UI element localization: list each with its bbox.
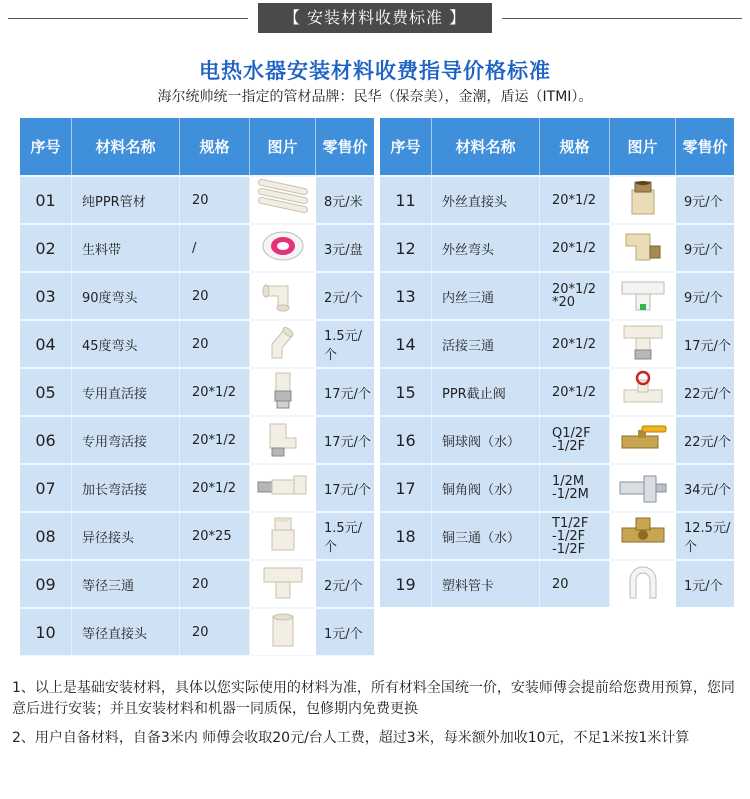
spec-lines <box>192 482 236 495</box>
ptfe-tape-icon <box>254 226 312 270</box>
elbow-union-icon <box>254 418 312 462</box>
header-price: 零售价 <box>682 138 728 156</box>
spec-lines <box>192 242 196 255</box>
spec-lines <box>552 578 569 591</box>
cell-price: 1元/个 <box>324 626 363 642</box>
cell-no: 01 <box>20 177 72 223</box>
spec-lines <box>552 194 596 207</box>
cell-price: 17元/个 <box>324 482 371 498</box>
cell-spec <box>540 225 610 271</box>
table-row <box>380 465 734 511</box>
cell-spec <box>540 369 610 415</box>
cell-spec <box>540 321 610 367</box>
cell-name: 外丝弯头 <box>432 225 540 271</box>
price-table-left <box>20 118 374 656</box>
cell-price: 8元/米 <box>324 194 363 210</box>
cell-image <box>250 369 316 415</box>
cell-name: 铜球阀（水） <box>432 417 540 463</box>
spec-line: T1/2F <box>552 515 589 531</box>
cell-image <box>610 369 676 415</box>
cell-no: 06 <box>20 417 72 463</box>
cell-image <box>610 177 676 223</box>
cell-name: 外丝直接头 <box>432 177 540 223</box>
elbow-90-icon <box>254 274 312 318</box>
spec-line: 20 <box>192 336 209 352</box>
page-subtitle: 海尔统帅统一指定的管材品牌：民华（保奈美），金潮，盾运（ITMI）。 <box>157 89 593 105</box>
cell-no: 18 <box>380 513 432 559</box>
banner-rule-right <box>502 18 742 19</box>
female-thread-tee-icon <box>614 274 672 318</box>
cell-image <box>250 225 316 271</box>
cell-name: 纯PPR管材 <box>72 177 180 223</box>
cell-name: 铜角阀（水） <box>432 465 540 511</box>
straight-union-icon <box>254 370 312 414</box>
banner-rule-left <box>8 18 248 19</box>
spec-line: Q1/2F <box>552 426 591 441</box>
spec-line: 20*1/2 <box>552 336 596 352</box>
cell-image <box>610 321 676 367</box>
ball-valve-icon <box>614 418 672 462</box>
union-tee-icon <box>614 322 672 366</box>
spec-lines <box>192 530 232 543</box>
spec-line: -1/2F <box>552 439 586 454</box>
cell-spec <box>180 177 250 223</box>
cell-spec <box>180 561 250 607</box>
spec-line: -1/2M <box>552 487 589 502</box>
spec-lines <box>552 386 596 399</box>
cell-no: 13 <box>380 273 432 319</box>
cell-no: 19 <box>380 561 432 607</box>
cell-spec <box>540 273 610 319</box>
spec-lines <box>192 338 209 351</box>
spec-lines <box>552 338 596 351</box>
spec-lines <box>192 434 236 447</box>
cell-name: 铜三通（水） <box>432 513 540 559</box>
cell-no: 14 <box>380 321 432 367</box>
table-row <box>380 417 734 463</box>
spec-line: 20 <box>552 576 569 592</box>
header-no: 序号 <box>20 118 72 175</box>
cell-name: 45度弯头 <box>72 321 180 367</box>
cell-spec <box>540 513 610 559</box>
spec-lines <box>192 626 209 639</box>
cell-price: 9元/个 <box>684 290 723 306</box>
header-name: 材料名称 <box>72 118 180 175</box>
spec-line: 20*1/2 <box>192 480 236 496</box>
cell-no: 09 <box>20 561 72 607</box>
cell-no: 08 <box>20 513 72 559</box>
price-table-right <box>380 118 734 602</box>
cell-price: 1.5元/个 <box>324 329 363 363</box>
spec-line: 1/2M <box>552 474 585 489</box>
spec-line: 20*1/2 <box>192 432 236 448</box>
cell-price: 17元/个 <box>324 386 371 402</box>
table-row <box>20 417 374 463</box>
table-row <box>380 369 734 415</box>
table-row <box>20 177 374 223</box>
cell-price: 9元/个 <box>684 194 723 210</box>
cell-no: 17 <box>380 465 432 511</box>
spec-line: 20*1/2 <box>552 384 596 400</box>
spec-lines <box>192 386 236 399</box>
cell-name: 专用直活接 <box>72 369 180 415</box>
table-row <box>20 465 374 511</box>
table-row <box>380 321 734 367</box>
spec-line: 20*1/2 <box>192 384 236 400</box>
table-body <box>380 177 734 607</box>
ppr-pipe-icon <box>254 178 312 222</box>
spec-lines <box>552 517 588 556</box>
cell-spec <box>180 417 250 463</box>
male-thread-elbow-icon <box>614 226 672 270</box>
table-header <box>20 118 374 175</box>
spec-line: 20*25 <box>192 528 232 544</box>
table-row <box>20 321 374 367</box>
spec-line: *20 <box>552 295 576 310</box>
cell-no: 02 <box>20 225 72 271</box>
spec-line: 20*1/2 <box>552 282 596 297</box>
cell-price: 17元/个 <box>324 434 371 450</box>
cell-name: 塑料管卡 <box>432 561 540 607</box>
cell-name: 90度弯头 <box>72 273 180 319</box>
cell-spec <box>180 369 250 415</box>
header-img: 图片 <box>610 118 676 175</box>
cell-price: 1.5元/个 <box>324 521 363 555</box>
cell-name: 等径三通 <box>72 561 180 607</box>
header-name: 材料名称 <box>432 118 540 175</box>
cell-no: 04 <box>20 321 72 367</box>
elbow-45-icon <box>254 322 312 366</box>
stop-valve-icon <box>614 370 672 414</box>
section-banner: 【 安装材料收费标准 】 <box>258 3 492 33</box>
table-row <box>20 225 374 271</box>
cell-image <box>610 465 676 511</box>
cell-spec <box>180 225 250 271</box>
cell-spec <box>180 465 250 511</box>
pipe-clip-icon <box>614 562 672 606</box>
cell-image <box>250 273 316 319</box>
cell-name: 加长弯活接 <box>72 465 180 511</box>
reducer-icon <box>254 514 312 558</box>
cell-spec <box>180 513 250 559</box>
cell-no: 16 <box>380 417 432 463</box>
cell-spec <box>180 609 250 655</box>
male-thread-coupling-icon <box>614 178 672 222</box>
header-img: 图片 <box>250 118 316 175</box>
cell-price: 2元/个 <box>324 290 363 306</box>
spec-lines <box>552 242 596 255</box>
cell-no: 11 <box>380 177 432 223</box>
spec-line: -1/2F <box>552 541 586 557</box>
cell-price: 12.5元/个 <box>684 521 731 555</box>
spec-line: 20*1/2 <box>552 240 596 256</box>
table-row <box>20 369 374 415</box>
table-row <box>380 513 734 559</box>
cell-price: 9元/个 <box>684 242 723 258</box>
spec-lines <box>552 475 589 501</box>
cell-image <box>250 513 316 559</box>
cell-no: 03 <box>20 273 72 319</box>
spec-line: 20 <box>192 288 209 304</box>
cell-spec <box>180 273 250 319</box>
note-1: 1、以上是基础安装材料，具体以您实际使用的材料为准，所有材料全国统一价，安装师傅会提前给您费用预算，您同意后进行安装；并且安装材料和机器一同质保，包修期内免费更换 <box>12 680 735 717</box>
cell-image <box>250 417 316 463</box>
header-price: 零售价 <box>322 138 368 156</box>
cell-image <box>610 513 676 559</box>
cell-price: 1元/个 <box>684 578 723 594</box>
cell-no: 12 <box>380 225 432 271</box>
cell-price: 22元/个 <box>684 386 731 402</box>
spec-lines <box>552 427 591 453</box>
notes <box>12 678 742 757</box>
cell-image <box>250 321 316 367</box>
spec-lines <box>192 194 209 207</box>
cell-spec <box>540 177 610 223</box>
cell-image <box>250 177 316 223</box>
cell-no: 07 <box>20 465 72 511</box>
brass-tee-icon <box>614 514 672 558</box>
header-spec: 规格 <box>540 118 610 175</box>
cell-image <box>610 561 676 607</box>
table-row <box>20 273 374 319</box>
spec-line: 20 <box>192 192 209 208</box>
page-title: 电热水器安装材料收费指导价格标准 <box>199 59 551 83</box>
cell-spec <box>540 417 610 463</box>
table-row <box>380 225 734 271</box>
spec-line: 20 <box>192 576 209 592</box>
table-row <box>20 609 374 655</box>
table-row <box>380 177 734 223</box>
cell-price: 22元/个 <box>684 434 731 450</box>
cell-price: 2元/个 <box>324 578 363 594</box>
cell-name: 活接三通 <box>432 321 540 367</box>
cell-image <box>250 465 316 511</box>
cell-image <box>250 561 316 607</box>
table-row <box>20 513 374 559</box>
cell-name: 专用弯活接 <box>72 417 180 463</box>
header-no: 序号 <box>380 118 432 175</box>
table-body <box>20 177 374 655</box>
table-header <box>380 118 734 175</box>
spec-line: 20*1/2 <box>552 192 596 208</box>
spec-line: -1/2F <box>552 528 586 544</box>
cell-name: 内丝三通 <box>432 273 540 319</box>
cell-image <box>610 417 676 463</box>
header-spec: 规格 <box>180 118 250 175</box>
cell-price: 17元/个 <box>684 338 731 354</box>
spec-lines <box>552 283 596 309</box>
cell-price: 34元/个 <box>684 482 731 498</box>
cell-image <box>610 273 676 319</box>
table-row <box>380 273 734 319</box>
spec-line: 20 <box>192 624 209 640</box>
table-row <box>380 561 734 607</box>
cell-name: 生料带 <box>72 225 180 271</box>
spec-lines <box>192 578 209 591</box>
cell-price: 3元/盘 <box>324 242 363 258</box>
table-row <box>20 561 374 607</box>
cell-name: PPR截止阀 <box>432 369 540 415</box>
spec-lines <box>192 290 209 303</box>
equal-coupling-icon <box>254 610 312 654</box>
cell-no: 15 <box>380 369 432 415</box>
cell-no: 05 <box>20 369 72 415</box>
cell-image <box>610 225 676 271</box>
cell-spec <box>540 465 610 511</box>
equal-tee-icon <box>254 562 312 606</box>
cell-name: 异径接头 <box>72 513 180 559</box>
spec-line: / <box>192 240 197 256</box>
cell-no: 10 <box>20 609 72 655</box>
angle-valve-icon <box>614 466 672 510</box>
cell-name: 等径直接头 <box>72 609 180 655</box>
cell-image <box>250 609 316 655</box>
long-elbow-union-icon <box>254 466 312 510</box>
cell-spec <box>180 321 250 367</box>
cell-spec <box>540 561 610 607</box>
note-2: 2、用户自备材料，自备3米内 师傅会收取20元/台人工费，超过3米，每米额外加收10元，不足1米按1米计算 <box>12 730 690 746</box>
